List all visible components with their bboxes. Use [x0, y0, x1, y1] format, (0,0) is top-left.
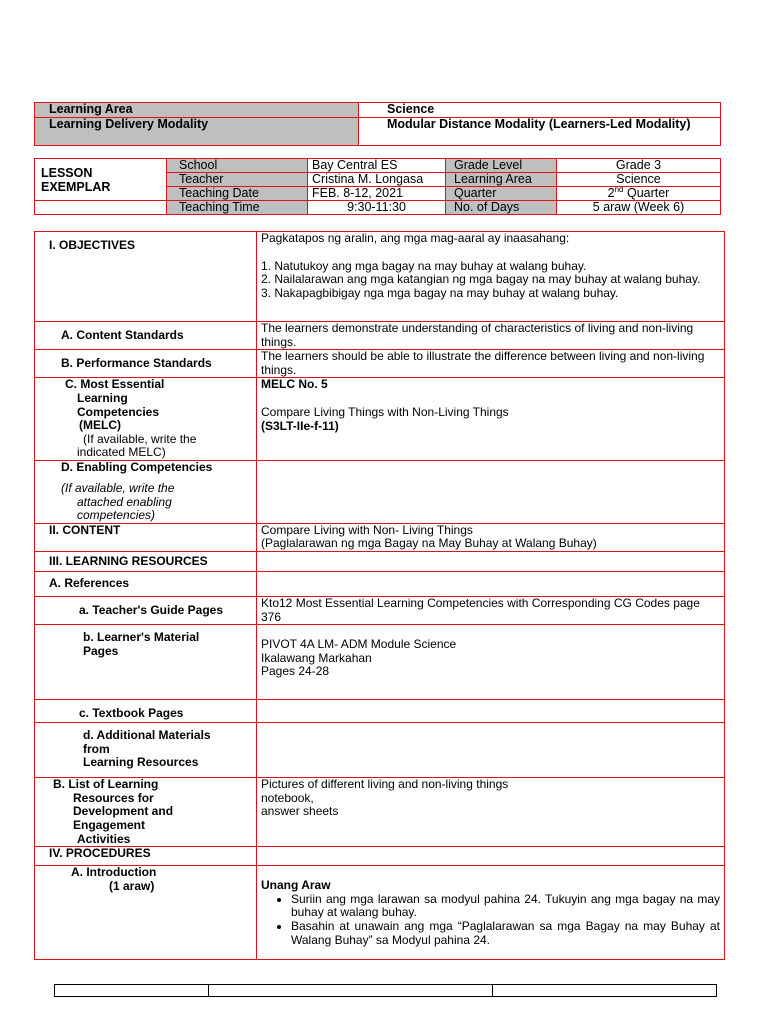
learning-area-value: Science: [359, 103, 721, 118]
enabling-competencies-value: [257, 461, 725, 523]
no-of-days-label: No. of Days: [446, 201, 557, 215]
procedures-value: [257, 847, 725, 866]
teachers-guide-label: a. Teacher's Guide Pages: [35, 596, 257, 624]
objectives-content: [257, 232, 725, 322]
content-value: Compare Living with Non- Living Things (Paglalarawan ng mga Bagay na May Buhay at Walang Buhay): [257, 523, 725, 551]
school-value: Bay Central ES: [308, 159, 446, 173]
objectives-label: I. OBJECTIVES: [35, 232, 257, 322]
modality-value: Modular Distance Modality (Learners-Led Modality): [359, 117, 721, 145]
references-label: A. References: [35, 571, 257, 596]
teaching-date-label: Teaching Date: [167, 187, 308, 201]
footer-table: [54, 984, 717, 997]
objectives-intro: Pagkatapos ng aralin, ang mga mag-aaral ay inaasahang:: [261, 231, 570, 245]
list-of-resources-label: B. List of Learning Resources for Development and Engagement Activities: [35, 778, 257, 847]
additional-materials-label: d. Additional Materials from Learning Resources: [35, 723, 257, 778]
objective-item: 1. Natutukoy ang mga bagay na may buhay at walang buhay.: [261, 258, 587, 273]
lesson-exemplar-title: LESSON EXEMPLAR: [35, 159, 167, 201]
teachers-guide-value: Kto12 Most Essential Learning Competencies with Corresponding CG Codes page 376: [257, 596, 725, 624]
teacher-label: Teacher: [167, 173, 308, 187]
objective-item: 2. Nailalarawan ang mga katangian ng mga bagay na may buhay at walang buhay.: [261, 272, 701, 287]
quarter-value: 2nd Quarter: [557, 187, 721, 201]
enabling-competencies-label: D. Enabling Competencies (If available, write the attached enabling competencies): [35, 461, 257, 523]
bullet-item: • Suriin ang mga larawan sa modyul pahina 24. Tukuyin ang mga bagay na may buhay at walang buhay.: [291, 893, 720, 920]
introduction-bullets: [261, 893, 720, 947]
procedures-label: IV. PROCEDURES: [35, 847, 257, 866]
additional-materials-value: [257, 723, 725, 778]
content-standards-value: The learners demonstrate understanding of characteristics of living and non-living things.: [257, 322, 725, 350]
learners-material-label: b. Learner's Material Pages: [35, 625, 257, 700]
melc-code: (S3LT-IIe-f-11): [261, 418, 339, 433]
melc-content: [257, 378, 725, 461]
teacher-value: Cristina M. Longasa: [308, 173, 446, 187]
melc-text: Compare Living Things with Non-Living Things: [261, 404, 509, 419]
grade-level-value: Grade 3: [557, 159, 721, 173]
bullet-item: • Basahin at unawain ang mga “Paglalarawan sa mga Bagay na may Buhay at Walang Buhay” sa Modyul pahina 24.: [291, 920, 720, 947]
footer-cell: [209, 985, 493, 997]
learning-resources-label: III. LEARNING RESOURCES: [35, 551, 257, 571]
performance-standards-value: The learners should be able to illustrate the difference between living and non-living things.: [257, 350, 725, 378]
melc-number: MELC No. 5: [261, 377, 328, 392]
introduction-content: [257, 866, 725, 960]
learning-area-label: Learning Area: [35, 103, 359, 118]
learning-area-value-2: Science: [557, 173, 721, 187]
content-standards-label: A. Content Standards: [35, 322, 257, 350]
content-label: II. CONTENT: [35, 523, 257, 551]
teaching-date-value: FEB. 8-12, 2021: [308, 187, 446, 201]
teaching-time-value: 9:30-11:30: [308, 201, 446, 215]
performance-standards-label: B. Performance Standards: [35, 350, 257, 378]
references-value: [257, 571, 725, 596]
lesson-plan-table: [34, 231, 725, 960]
footer-cell: [55, 985, 209, 997]
introduction-label: A. Introduction (1 araw): [35, 866, 257, 960]
objective-item: 3. Nakapagbibigay nga mga bagay na may buhay at walang buhay.: [261, 285, 619, 300]
textbook-pages-label: c. Textbook Pages: [35, 700, 257, 723]
no-of-days-value: 5 araw (Week 6): [557, 201, 721, 215]
day-title: Unang Araw: [261, 878, 331, 893]
footer-cell: [493, 985, 717, 997]
learning-resources-value: [257, 551, 725, 571]
learning-area-label-2: Learning Area: [446, 173, 557, 187]
grade-level-label: Grade Level: [446, 159, 557, 173]
teaching-time-label: Teaching Time: [167, 201, 308, 215]
blank-cell: [35, 201, 167, 215]
textbook-pages-value: [257, 700, 725, 723]
list-of-resources-value: Pictures of different living and non-living things notebook, answer sheets: [257, 778, 725, 847]
school-label: School: [167, 159, 308, 173]
lesson-exemplar-table: [34, 158, 721, 215]
header-table: [34, 102, 721, 146]
learners-material-value: PIVOT 4A LM- ADM Module Science Ikalawang Markahan Pages 24-28: [257, 625, 725, 700]
quarter-label: Quarter: [446, 187, 557, 201]
melc-label: C. Most Essential Learning Competencies (MELC) (If available, write the indicated MELC): [35, 378, 257, 461]
modality-label: Learning Delivery Modality: [35, 117, 359, 145]
